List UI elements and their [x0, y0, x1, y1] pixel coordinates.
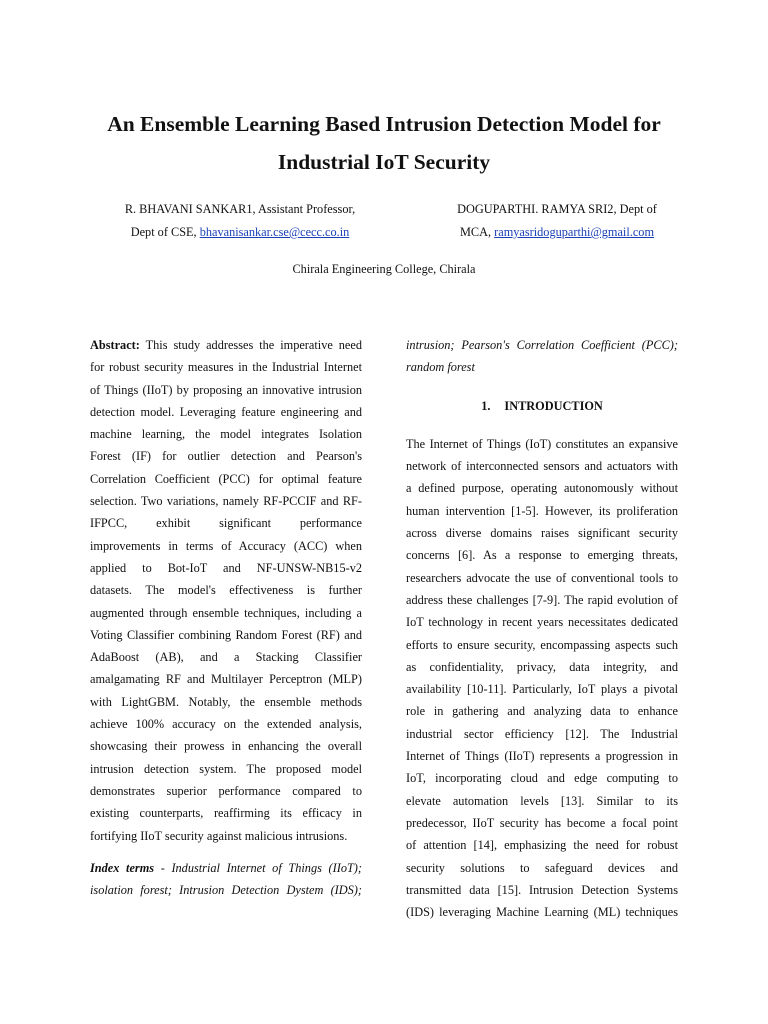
intro-line: of attention [14], emphasizing the need for robust [406, 838, 678, 853]
abstract-line: with LightGBM. Notably, the ensemble methods [90, 694, 362, 709]
abstract-line: for robust security measures in the Industrial Internet [90, 360, 362, 375]
abstract-line: intrusion detection system. The proposed model [90, 761, 362, 776]
intro-line: IoT technology in recent years necessitates dedicated [406, 615, 678, 630]
abstract [90, 334, 362, 847]
author-2-affiliation [432, 221, 682, 244]
abstract-line: amalgamating RF and Multilayer Perceptron (MLP) [90, 672, 362, 687]
intro-line: transmitted data [15]. Intrusion Detection Systems [406, 882, 678, 897]
abstract-line: AdaBoost (AB), and a Stacking Classifier [90, 650, 362, 665]
intro-line: The Internet of Things (IoT) constitutes an expansive [406, 436, 678, 451]
abstract-line: achieve 100% accuracy on the extended analysis, [90, 717, 362, 732]
index-terms-line: isolation forest; Intrusion Detection Dystem (IDS); [90, 883, 362, 898]
abstract-line: of Things (IIoT) by proposing an innovative intrusion [90, 382, 362, 397]
intro-line: industrial sector efficiency [12]. The Industrial [406, 726, 678, 741]
abstract-line: showcasing their prowess in enhancing the overall [90, 739, 362, 754]
abstract-line: machine learning, the model integrates Isolation [90, 427, 362, 442]
abstract-line: demonstrates superior performance compared to [90, 783, 362, 798]
abstract-line: Forest (IF) for outlier detection and Pearson's [90, 449, 362, 464]
abstract-line: datasets. The model's effectiveness is further [90, 583, 362, 598]
intro-line: human intervention [1-5]. However, its proliferation [406, 503, 678, 518]
abstract-line: Voting Classifier combining Random Forest (RF) and [90, 627, 362, 642]
title-line-1: An Ensemble Learning Based Intrusion Detection Model for [107, 112, 661, 136]
intro-line: across diverse domains raises significant security [406, 526, 678, 541]
abstract-line: improvements in terms of Accuracy (ACC) when [90, 538, 362, 553]
paper-title [60, 105, 708, 181]
left-column [90, 334, 362, 901]
index-terms-line: Index terms - Industrial Internet of Things (IIoT); [90, 860, 362, 875]
intro-line: efforts to ensure security, encompassing aspects such [406, 637, 678, 652]
abstract-line: Abstract: This study addresses the imperative need [90, 338, 362, 352]
abstract-line: Correlation Coefficient (PCC) for optimal feature [90, 471, 362, 486]
author-2-email-link[interactable]: ramyasridoguparthi@gmail.com [494, 225, 655, 239]
author-block [0, 198, 768, 248]
abstract-line: detection model. Leveraging feature engineering and [90, 404, 362, 419]
section-title: INTRODUCTION [504, 398, 603, 413]
abstract-line: selection. Two variations, namely RF-PCCIF and RF- [90, 494, 362, 509]
intro-line: Internet of Things (IIoT) represents a progression in [406, 749, 678, 764]
author-1-name: R. BHAVANI SANKAR1, Assistant Professor, [124, 202, 356, 216]
intro-line: role in gathering and analyzing data to enhance [406, 704, 678, 719]
abstract-line: applied to Bot-IoT and NF-UNSW-NB15-v2 [90, 560, 362, 575]
author-1 [112, 198, 368, 244]
intro-line: (IDS) leveraging Machine Learning (ML) techniques [406, 905, 678, 920]
intro-line: IoT, incorporating cloud and edge computing to [406, 771, 678, 786]
index-terms-line: intrusion; Pearson's Correlation Coefficient (PCC); [406, 338, 678, 352]
author-1-email-link[interactable]: bhavanisankar.cse@cecc.co.in [199, 225, 350, 239]
section-number: 1. [481, 398, 491, 413]
index-terms-label: Index terms [90, 860, 155, 875]
index-terms-line: random forest [406, 360, 475, 375]
intro-line: security solutions to safeguard devices and [406, 860, 678, 875]
introduction-paragraph [406, 433, 678, 924]
intro-line: researchers advocate the use of conventional tools to [406, 570, 678, 585]
intro-line: elevate automation levels [13]. Similar to its [406, 793, 678, 808]
intro-line: a defined purpose, operating autonomously without [406, 481, 678, 496]
intro-line: as confidentiality, privacy, data integrity, and [406, 659, 678, 674]
intro-line: network of interconnected sensors and actuators with [406, 459, 678, 474]
institution: Chirala Engineering College, Chirala [292, 262, 476, 276]
abstract-line: fortifying IIoT security against malicious intrusions. [90, 828, 348, 843]
author-1-affiliation [112, 221, 368, 244]
section-heading-introduction [406, 395, 678, 417]
index-terms [90, 857, 362, 902]
right-column [406, 334, 678, 923]
title-line-2: Industrial IoT Security [277, 150, 491, 174]
author-2-name: DOGUPARTHI. RAMYA SRI2, Dept of [457, 202, 657, 216]
author-2 [432, 198, 682, 244]
intro-line: address these challenges [7-9]. The rapid evolution of [406, 592, 678, 607]
abstract-label: Abstract: [90, 338, 140, 352]
index-terms-continued [406, 334, 678, 379]
abstract-line: IFPCC, exhibit significant performance [90, 516, 362, 531]
intro-line: concerns [6]. As a response to emerging threats, [406, 548, 678, 563]
author-2-dept: MCA, [459, 225, 495, 239]
author-1-dept: Dept of CSE, [130, 225, 200, 239]
intro-line: availability [10-11]. Particularly, IoT plays a pivotal [406, 682, 678, 697]
abstract-line: augmented through ensemble techniques, including a [90, 605, 362, 620]
abstract-line: existing counterparts, reaffirming its efficacy in [90, 806, 362, 821]
intro-line: predecessor, IIoT security has become a focal point [406, 815, 678, 830]
